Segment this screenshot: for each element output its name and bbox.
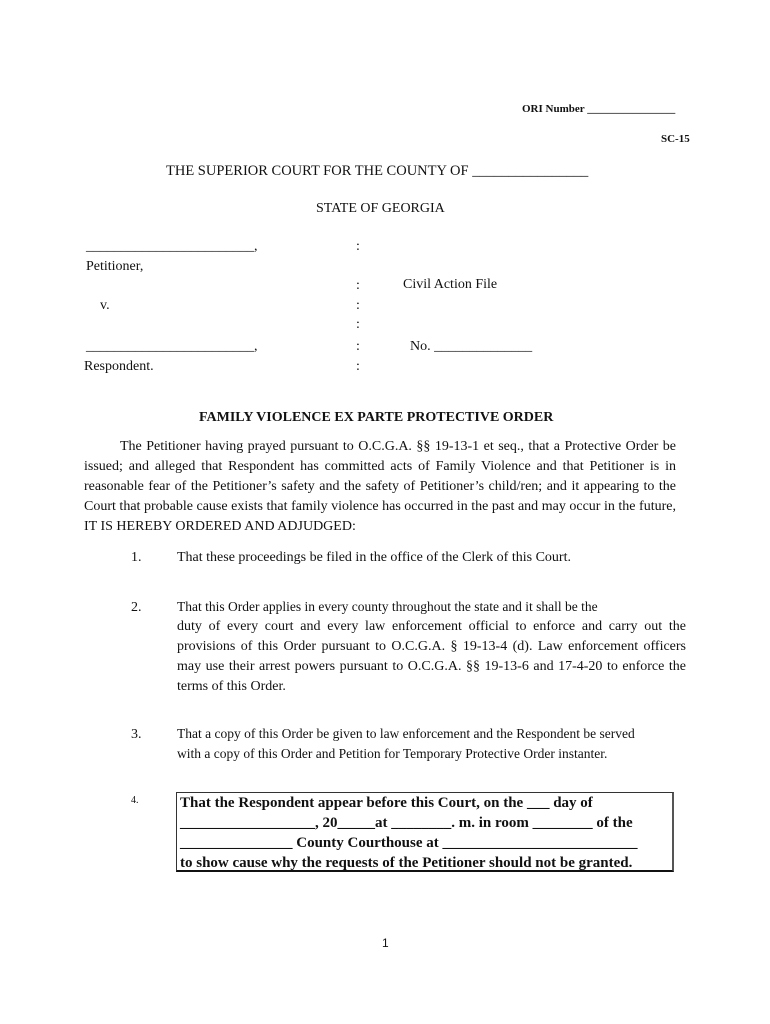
petitioner-blank: ________________________, (86, 239, 258, 254)
hearing-line: to show cause why the requests of the Petitioner should not be granted. (180, 855, 633, 871)
caption-colon: : (356, 317, 360, 332)
respondent-blank: ________________________, (86, 339, 258, 354)
item-text: with a copy of this Order and Petition for Temporary Protective Order instanter. (177, 746, 608, 761)
hearing-line: __________________, 20_____at ________. m. in room ________ of the (180, 815, 633, 831)
intro-paragraph: The Petitioner having prayed pursuant to O.C.G.A. §§ 19-13-1 et seq., that a Protective Order be issued; and alleged that Respondent has committed acts of Family Violence and that Petitioner is in reasonable fear of the Petitioner’s safety and the safety of Petitioner’s child/ren; and it appearing to the Court that probable cause exists that family violence has occurred in the past and may occur in the future, IT IS HEREBY ORDERED AND ADJUDGED: (84, 439, 676, 534)
item-text-first: That this Order applies in every county throughout the state and it shall be the (177, 599, 598, 614)
court-title: THE SUPERIOR COURT FOR THE COUNTY OF ________________ (166, 163, 589, 179)
form-code: SC-15 (661, 133, 690, 145)
item-text: duty of every court and every law enforcement official to enforce and carry out the provisions of this Order pursuant to O.C.G.A. § 19-13-4 (d). Law enforcement officers may use their arrest powers pursuant to O.C.G.A. §§ 19-13-6 and 17-4-20 to enforce the terms of this Order. (177, 619, 686, 694)
ori-number-field: ORI Number ________________ (522, 103, 676, 115)
item-number: 3. (131, 727, 142, 742)
hearing-notice-box (176, 792, 674, 872)
case-number-field: No. ______________ (410, 339, 533, 354)
hearing-line: That the Respondent appear before this Court, on the ___ day of (180, 795, 593, 811)
item-text: That these proceedings be filed in the office of the Clerk of this Court. (177, 550, 571, 565)
order-title: FAMILY VIOLENCE EX PARTE PROTECTIVE ORDER (199, 410, 554, 425)
page-number: 1 (382, 936, 389, 950)
item-number: 2. (131, 600, 142, 615)
caption-colon: : (356, 278, 360, 293)
caption-colon: : (356, 339, 360, 354)
hearing-line: _______________ County Courthouse at __________________________ (180, 835, 638, 851)
petitioner-label: Petitioner, (86, 259, 144, 274)
caption-colon: : (356, 239, 360, 254)
caption-colon: : (356, 298, 360, 313)
caption-colon: : (356, 359, 360, 374)
item-text-first: That a copy of this Order be given to law enforcement and the Respondent be served (177, 726, 635, 741)
versus-label: v. (100, 298, 110, 313)
item-number: 1. (131, 550, 142, 565)
civil-action-label: Civil Action File (403, 277, 498, 292)
item-number: 4. (131, 795, 139, 806)
respondent-label: Respondent. (84, 359, 154, 374)
state-title: STATE OF GEORGIA (316, 201, 445, 216)
